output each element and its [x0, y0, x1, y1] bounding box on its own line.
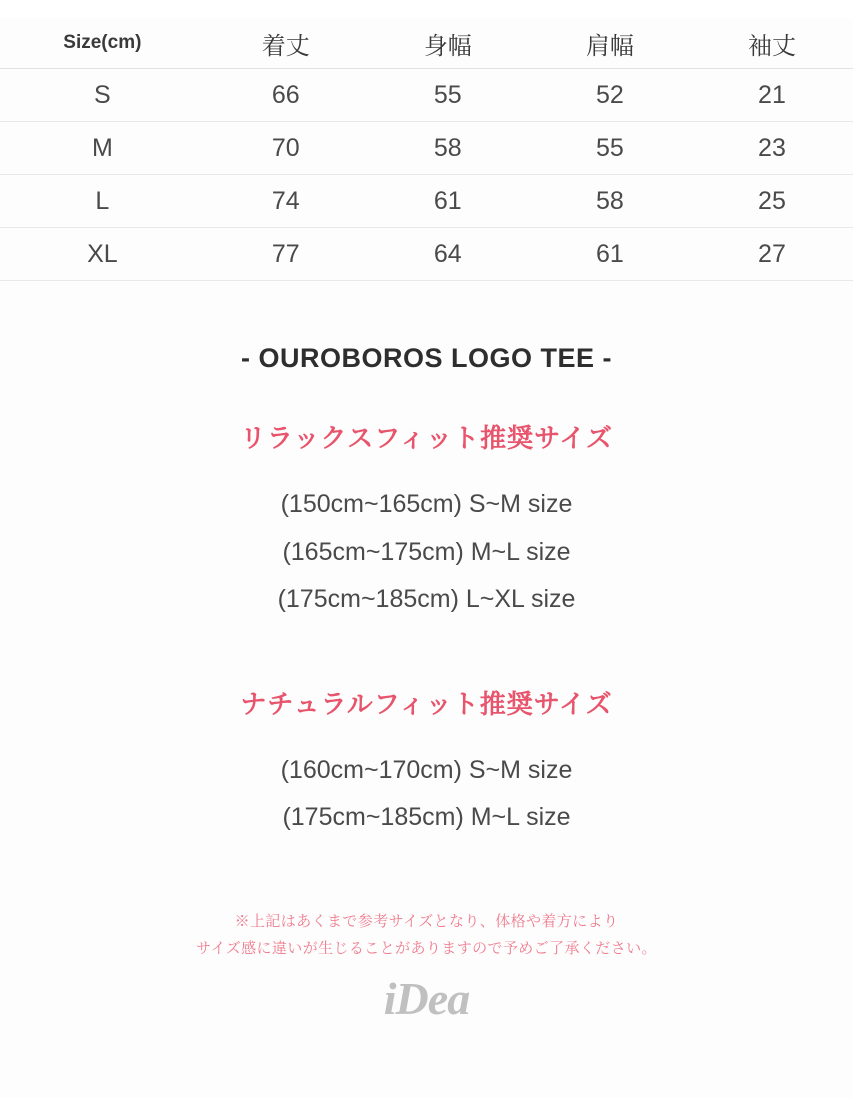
page-title: - OUROBOROS LOGO TEE -: [240, 343, 612, 373]
cell-shoulder: 58: [529, 175, 691, 228]
relaxed-fit-list: [0, 481, 853, 624]
natural-fit-heading: ナチュラルフィット推奨サイズ: [240, 688, 613, 719]
brand-logo: [0, 970, 853, 1046]
cell-width: 64: [367, 228, 529, 281]
logo-mark: [332, 970, 522, 1046]
cell-sleeve: 23: [691, 122, 853, 175]
cell-shoulder: 52: [529, 69, 691, 122]
cell-shoulder: 61: [529, 228, 691, 281]
row-size-label: M: [0, 122, 205, 175]
disclaimer-line-2: サイズ感に違いが生じることがありますので予めご了承ください。: [196, 940, 657, 958]
size-table-head: [0, 18, 853, 69]
cell-sleeve: 25: [691, 175, 853, 228]
column-header-sleeve: 袖丈: [691, 18, 853, 69]
cell-width: 58: [367, 122, 529, 175]
column-header-shoulder: 肩幅: [529, 18, 691, 69]
row-size-label: XL: [0, 228, 205, 281]
list-item: (165cm~175cm) M~L size: [282, 537, 571, 566]
size-chart-page: [0, 18, 853, 1098]
size-table: [0, 18, 853, 281]
cell-length: 70: [205, 122, 367, 175]
table-row: [0, 69, 853, 122]
disclaimer-line-1: ※上記はあくまで参考サイズとなり、体格や着方により: [234, 912, 619, 930]
cell-sleeve: 27: [691, 228, 853, 281]
list-item: (175cm~185cm) L~XL size: [277, 585, 576, 613]
table-row: [0, 122, 853, 175]
cell-length: 74: [205, 175, 367, 228]
list-item: (175cm~185cm) M~L size: [282, 803, 571, 831]
cell-width: 55: [367, 69, 529, 122]
logo-text: iDea: [383, 973, 470, 1024]
list-item: (160cm~170cm) S~M size: [280, 755, 573, 784]
list-item: (150cm~165cm) S~M size: [280, 490, 573, 518]
cell-shoulder: 55: [529, 122, 691, 175]
row-size-label: S: [0, 69, 205, 122]
cell-width: 61: [367, 175, 529, 228]
column-header-size: Size(cm): [0, 18, 205, 69]
row-size-label: L: [0, 175, 205, 228]
table-row: [0, 175, 853, 228]
disclaimer-note: [0, 908, 853, 964]
relaxed-fit-heading: リラックスフィット推奨サイズ: [239, 423, 614, 453]
table-row: [0, 228, 853, 281]
cell-sleeve: 21: [691, 69, 853, 122]
table-header-row: [0, 18, 853, 69]
size-table-body: [0, 69, 853, 281]
cell-length: 77: [205, 228, 367, 281]
cell-length: 66: [205, 69, 367, 122]
column-header-width: 身幅: [367, 18, 529, 69]
natural-fit-list: [0, 747, 853, 842]
column-header-length: 着丈: [205, 18, 367, 69]
